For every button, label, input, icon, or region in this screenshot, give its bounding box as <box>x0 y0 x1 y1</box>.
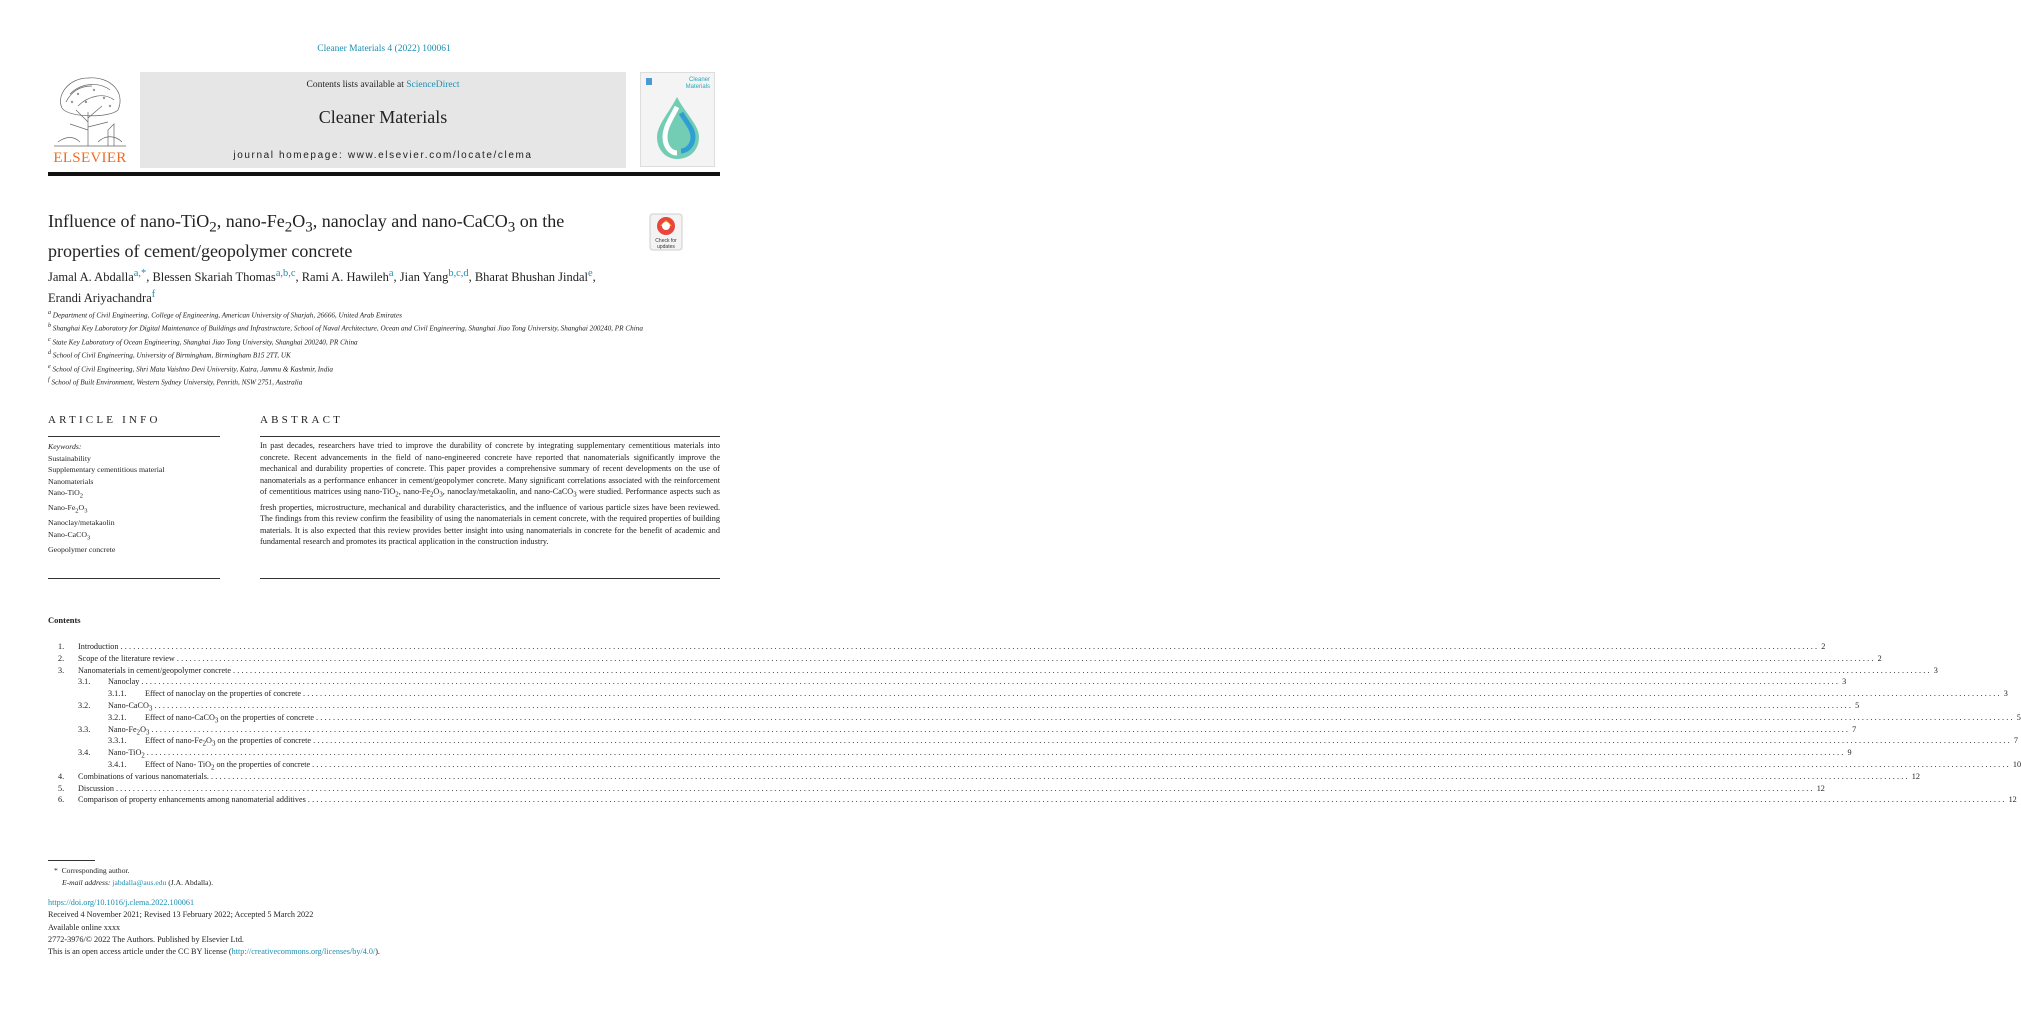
toc-number: 2. <box>58 653 65 663</box>
toc-entry[interactable] <box>58 665 1938 677</box>
journal-citation[interactable]: Cleaner Materials 4 (2022) 100061 <box>317 44 451 54</box>
author-affil-marks[interactable]: e <box>588 268 593 279</box>
doi-link[interactable]: https://doi.org/10.1016/j.clema.2022.100061 <box>48 898 195 907</box>
toc-title[interactable]: Nano-CaCO$_3$ <box>108 700 153 713</box>
toc-page-number: 3 <box>2003 689 2008 699</box>
svg-text:Check for: Check for <box>655 238 677 244</box>
abstract-text: In past decades, researchers have tried to improve the durability of concrete by integrating supplementary cementitious materials into concrete. Recent advancements in the field of nano-engineered concrete have reported that nanomaterials significantly improve the mechanical and durability properties of concrete. This paper provides a comprehensive summary of recent developments on the use of nanomaterials as a performance enhancer in cement/geopolymer concrete. Many significant correlations associated with the reinforcement of cementitious matrices using nano-TiO$_2$, nano-$Fe_2O_3$, nanoclay/metakaolin, and nano-CaCO$_3$ were studied. Performance aspects such as fresh properties, microstructure, mechanical and durability characteristics, and the influence of various particle sizes have been reviewed. The findings from this review confirm the feasibility of using the nanomaterials in cement concrete, with the required properties of building materials. It is also expected that this review provides better insight into using nanomaterials in concrete for the benefit of academic and fundamental research and promotes its practical application in the construction industry. <box>260 441 720 547</box>
license-link[interactable]: http://creativecommons.org/licenses/by/4.0/ <box>231 947 376 957</box>
cover-title <box>686 77 710 91</box>
toc-title[interactable]: Nanomaterials in cement/geopolymer concrete <box>78 665 231 675</box>
keywords-list <box>48 441 220 555</box>
toc-leader-dots: ................................................................................................................................................................................................................................................................................................................................................................................................................ <box>233 665 1932 675</box>
toc-title[interactable]: Nano-$Fe_2O_3$ <box>108 724 150 737</box>
elsevier-logo[interactable] <box>48 72 132 168</box>
divider <box>260 436 720 437</box>
toc-entry[interactable] <box>58 676 1847 688</box>
toc-title[interactable]: Effect of nanoclay on the properties of concrete <box>145 689 302 699</box>
toc-leader-dots: ................................................................................................................................................................................................................................................................................................................................................................................................................ <box>316 712 2015 722</box>
toc-title[interactable]: Effect of nano-CaCO$_3$ on the properties of concrete <box>145 712 315 725</box>
toc-number: 3.4.1. <box>108 759 127 769</box>
affiliation: $^c$ State Key Laboratory of Ocean Engineering, Shanghai Jiao Tong University, Shanghai 200240, PR China <box>48 336 358 347</box>
toc-page-number: 7 <box>1852 724 1857 734</box>
toc-number: 5. <box>58 783 65 793</box>
article-title: Influence of nano-TiO$_2$, nano-$Fe_2O_3$, nanoclay and nano-CaCO$_3$ on the properties of cement/geopolymer concrete <box>48 211 565 261</box>
toc-leader-dots: ................................................................................................................................................................................................................................................................................................................................................................................................................ <box>146 748 1846 758</box>
toc-leader-dots: ................................................................................................................................................................................................................................................................................................................................................................................................................ <box>303 689 2002 699</box>
toc-entry[interactable] <box>58 783 1825 795</box>
toc-entry[interactable] <box>58 771 1920 783</box>
toc-leader-dots: ................................................................................................................................................................................................................................................................................................................................................................................................................ <box>176 653 1876 663</box>
sciencedirect-link[interactable]: ScienceDirect <box>406 80 460 90</box>
toc-leader-dots: ................................................................................................................................................................................................................................................................................................................................................................................................................ <box>307 795 2007 805</box>
toc-title[interactable]: Nanoclay <box>108 677 140 687</box>
toc-page-number: 2 <box>1877 653 1882 663</box>
toc-entry[interactable] <box>58 641 1826 653</box>
keywords-label: Keywords: <box>48 442 82 451</box>
toc-leader-dots: ................................................................................................................................................................................................................................................................................................................................................................................................................ <box>120 642 1820 651</box>
author-affil-marks[interactable]: f <box>151 289 156 301</box>
toc-title[interactable]: Introduction <box>78 642 119 651</box>
toc-page-number: 7 <box>2013 736 2018 746</box>
toc-page-number: 2 <box>1821 642 1826 651</box>
toc-entry[interactable] <box>58 688 2008 700</box>
author-affil-marks[interactable]: a,* <box>133 268 147 279</box>
toc-title[interactable]: Effect of nano-$Fe_2O_3$ on the properties of concrete <box>145 736 312 749</box>
article-info-heading: ARTICLE INFO <box>48 414 161 426</box>
keyword: Nano-$Fe_2O_3$ <box>48 503 88 515</box>
elsevier-wordmark: ELSEVIER <box>53 150 127 166</box>
cover-title-line1: Cleaner <box>688 77 710 83</box>
toc-page-number: 12 <box>1911 771 1920 781</box>
license-line: This is an open access article under the CC BY license (http://creativecommons.org/licenses/by/4.0/). <box>48 947 380 957</box>
toc-number: 3.3. <box>78 724 91 734</box>
email-link[interactable]: jabdalla@aus.edu <box>112 878 167 887</box>
journal-homepage <box>140 150 626 161</box>
cover-title-line2: Materials <box>685 84 710 90</box>
footnote-corresponding: * Corresponding author. <box>54 866 130 875</box>
journal-title[interactable]: Cleaner Materials <box>318 107 448 127</box>
keyword: Nano-TiO$_2$ <box>48 488 84 500</box>
available-online: Available online xxxx <box>48 922 121 932</box>
header-rule <box>48 172 720 176</box>
author-name[interactable]: Blessen Skariah Thomas <box>152 270 276 285</box>
keyword: Sustainability <box>48 453 91 463</box>
toc-number: 3.1.1. <box>108 689 127 699</box>
contents-line <box>140 80 626 90</box>
affiliations <box>48 308 720 388</box>
toc-number: 3. <box>58 665 65 675</box>
divider <box>260 578 720 579</box>
toc-number: 3.1. <box>78 677 91 687</box>
divider <box>48 436 220 437</box>
author-name[interactable]: Jamal A. Abdalla <box>48 270 134 285</box>
contents-heading: Contents <box>48 615 81 625</box>
toc-title[interactable]: Effect of Nano- TiO$_2$ on the properties of concrete <box>145 759 311 772</box>
toc-page-number: 10 <box>2012 759 2021 769</box>
toc-entry[interactable] <box>58 653 1882 665</box>
keyword: Geopolymer concrete <box>48 544 116 554</box>
footnote-rule <box>48 860 95 861</box>
author-affil-marks[interactable]: a <box>388 268 394 279</box>
author-name[interactable]: Jian Yang <box>399 270 449 285</box>
affiliation: $^e$ School of Civil Engineering, Shri Mata Vaishno Devi University, Katra, Jammu & Kashmir, India <box>48 363 333 373</box>
keyword: Nanomaterials <box>48 476 94 486</box>
toc-entry[interactable] <box>58 794 2017 806</box>
toc-page-number: 5 <box>1855 700 1860 710</box>
abstract-heading: ABSTRACT <box>260 414 344 426</box>
toc-number: 3.2. <box>78 700 91 710</box>
toc-number: 4. <box>58 771 65 781</box>
issn-copyright: 2772-3976/© 2022 The Authors. Published by Elsevier Ltd. <box>48 934 244 944</box>
toc-page-number: 5 <box>2016 712 2021 722</box>
author-affil-marks[interactable]: a,b,c <box>275 268 296 279</box>
toc-leader-dots: ................................................................................................................................................................................................................................................................................................................................................................................................................ <box>312 759 2011 769</box>
check-for-updates-icon <box>646 212 686 252</box>
toc-leader-dots: ................................................................................................................................................................................................................................................................................................................................................................................................................ <box>141 677 1841 687</box>
keyword: Supplementary cementitious material <box>48 465 165 474</box>
toc-number: 3.4. <box>78 748 91 758</box>
history-dates: Received 4 November 2021; Revised 13 February 2022; Accepted 5 March 2022 <box>48 910 314 920</box>
toc-page-number: 12 <box>2008 795 2017 805</box>
affiliation: $^a$ Department of Civil Engineering, College of Engineering, American University of Sharjah, 26666, United Arab Emirates <box>48 310 402 320</box>
contents-prefix: Contents lists available at <box>306 80 407 90</box>
author-affil-marks[interactable]: b,c,d <box>448 268 469 279</box>
author-name[interactable]: Erandi Ariyachandra <box>48 291 152 306</box>
toc-title[interactable]: Nano-TiO$_2$ <box>108 748 145 760</box>
journal-header <box>140 72 626 168</box>
affiliation: $^d$ School of Civil Engineering, University of Birmingham, Birmingham B15 2TT, UK <box>48 350 291 360</box>
keyword: Nanoclay/metakaolin <box>48 518 115 528</box>
tree-icon <box>48 72 132 150</box>
keyword: Nano-CaCO$_3$ <box>48 529 91 542</box>
toc-leader-dots: ................................................................................................................................................................................................................................................................................................................................................................................................................ <box>151 724 1851 734</box>
toc-entry[interactable] <box>58 712 2021 725</box>
toc-title[interactable]: Combinations of various nanomaterials. <box>78 771 209 781</box>
article-footer <box>48 897 720 958</box>
toc-page-number: 3 <box>1842 677 1847 687</box>
check-for-updates-button[interactable] <box>646 212 686 252</box>
footnote-email: E-mail address: jabdalla@aus.edu (J.A. Abdalla). <box>62 878 213 887</box>
svg-text:updates: updates <box>657 244 675 250</box>
toc-title[interactable]: Scope of the literature review <box>78 653 175 663</box>
journal-cover[interactable] <box>640 72 715 167</box>
toc-entry[interactable] <box>58 700 1860 713</box>
toc-leader-dots: ................................................................................................................................................................................................................................................................................................................................................................................................................ <box>115 783 1815 793</box>
toc-entry[interactable] <box>58 724 1857 737</box>
toc-number: 1. <box>58 642 65 651</box>
author-name[interactable]: Bharat Bhushan Jindal <box>474 270 589 285</box>
toc-number: 6. <box>58 795 65 805</box>
homepage-label: journal homepage: <box>233 150 348 161</box>
toc-entry[interactable] <box>58 735 2018 749</box>
toc-leader-dots: ................................................................................................................................................................................................................................................................................................................................................................................................................ <box>154 700 1854 710</box>
table-of-contents <box>58 641 2021 806</box>
author-list: Jamal A. Abdalla$^{a,*}$, Blessen Skariah Thomas$^{a,b,c}$, Rami A. Hawileh$^a$, Jian Yang$^{b,c,d}$, Bharat Bhushan Jindal$^e$, Erandi Ariyachandra$^f$ <box>48 268 596 306</box>
toc-page-number: 9 <box>1847 748 1852 758</box>
toc-leader-dots: ................................................................................................................................................................................................................................................................................................................................................................................................................ <box>210 771 1910 781</box>
homepage-link[interactable]: www.elsevier.com/locate/clema <box>347 150 533 161</box>
toc-page-number: 3 <box>1933 665 1938 675</box>
affiliation: $^f$ School of Built Environment, Western Sydney University, Penrith, NSW 2751, Australia <box>48 376 303 387</box>
divider <box>48 578 220 579</box>
toc-number: 3.2.1. <box>108 712 127 722</box>
toc-title[interactable]: Comparison of property enhancements among nanomaterial additives <box>78 795 306 805</box>
toc-entry[interactable] <box>58 747 1852 760</box>
author-name[interactable]: Rami A. Hawileh <box>301 270 389 285</box>
toc-leader-dots: ................................................................................................................................................................................................................................................................................................................................................................................................................ <box>313 736 2012 746</box>
toc-entry[interactable] <box>58 759 2021 772</box>
toc-page-number: 12 <box>1816 783 1825 793</box>
toc-title[interactable]: Discussion <box>78 783 114 793</box>
affiliation: $^b$ Shanghai Key Laboratory for Digital Maintenance of Buildings and Infrastructure, School of Naval Architecture, Ocean and Civil Engineering, Shanghai Jiao Tong University, Shanghai 200240, PR China <box>48 323 643 333</box>
toc-number: 3.3.1. <box>108 736 127 746</box>
